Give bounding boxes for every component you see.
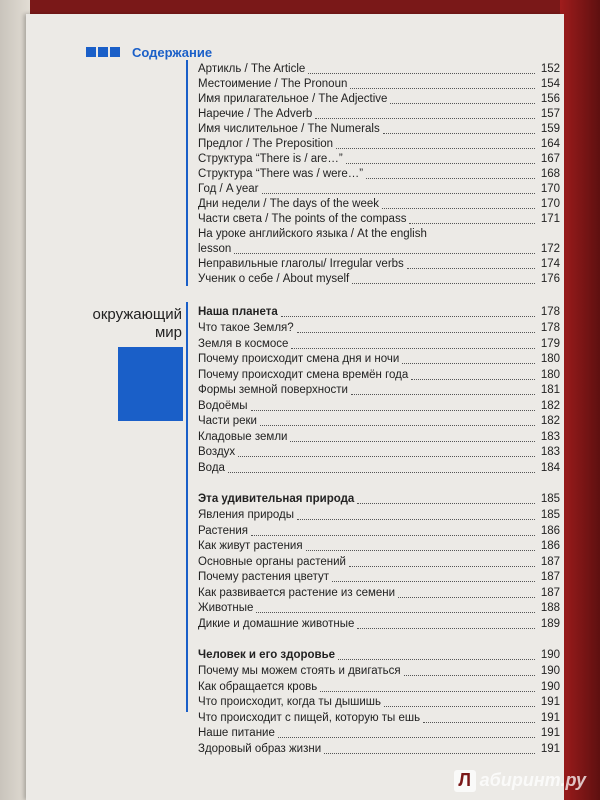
toc-entry: [198, 742, 560, 757]
toc-entry: [198, 524, 560, 539]
toc-section-heading: [198, 648, 560, 663]
toc-entry: [198, 368, 560, 383]
toc-entry-page: 186: [540, 540, 560, 552]
toc-entry: [198, 337, 560, 352]
section-divider-line: [186, 60, 188, 286]
watermark-text: абиринт.ру: [479, 770, 586, 790]
dot-leader: [409, 223, 535, 224]
dot-leader: [251, 535, 535, 536]
toc-entry-page: 191: [540, 742, 560, 755]
toc-entry-label: Почему происходит смена дня и ночи: [198, 353, 400, 365]
dot-leader: [423, 722, 535, 723]
header-square-icon: [110, 47, 120, 57]
toc-entry-page: 190: [540, 665, 560, 677]
toc-entry-label: Части света / The points of the compass: [198, 213, 407, 225]
toc-entry-label: Что происходит с пищей, которую ты ешь: [198, 711, 421, 724]
toc-entry-page: 187: [540, 555, 560, 568]
dot-leader: [351, 394, 535, 395]
watermark-logo-icon: Л: [454, 770, 476, 792]
toc-entry: [198, 617, 560, 632]
section-title: мир: [154, 324, 182, 341]
toc-entry-label: Почему мы можем стоять и двигаться: [198, 665, 401, 677]
toc-entry-page: 190: [540, 649, 560, 661]
toc-entry-label: Структура “There was / were…”: [198, 168, 364, 180]
toc-entry: [198, 167, 560, 182]
page-header: [86, 44, 212, 60]
toc-entry-label: Воздух: [198, 446, 236, 458]
dot-leader: [349, 566, 535, 567]
toc-entry-label: Что такое Земля?: [198, 322, 294, 334]
toc-entry-label: Год / A year: [198, 183, 259, 195]
toc-entry-label: Вода: [198, 461, 225, 474]
toc-entry: [198, 92, 560, 107]
toc-entry-page: 154: [540, 78, 560, 90]
dot-leader: [402, 363, 535, 364]
toc-entry-page: 159: [540, 123, 560, 135]
dot-leader: [384, 706, 535, 707]
toc-entry-label: Дикие и домашние животные: [198, 617, 355, 630]
dot-leader: [315, 118, 535, 119]
section-divider-line: [186, 302, 188, 712]
toc-entry: [198, 601, 560, 616]
toc-section-heading: [198, 492, 560, 507]
dot-leader: [382, 208, 535, 209]
toc-entry: [198, 152, 560, 167]
toc-entry: [198, 586, 560, 601]
dot-leader: [383, 133, 535, 134]
toc-entry: [198, 508, 560, 523]
toc-entry-page: 152: [540, 63, 560, 75]
toc-entry: [198, 664, 560, 679]
toc-entry-page: 170: [540, 198, 560, 210]
toc-entry-label: Человек и его здоровье: [198, 649, 336, 661]
dot-leader: [256, 612, 535, 613]
toc-entry-page: 164: [540, 138, 560, 150]
toc-entry-page: 176: [540, 273, 560, 285]
toc-entry-page: 191: [540, 727, 560, 739]
dot-leader: [291, 348, 535, 349]
toc-entry-page: 157: [540, 108, 560, 120]
toc-entry-page: 189: [540, 617, 560, 630]
toc-entry: [198, 399, 560, 414]
dot-leader: [336, 148, 535, 149]
toc-entry-page: 172: [540, 243, 560, 255]
dot-leader: [366, 178, 535, 179]
toc-entry: [198, 122, 560, 137]
toc-entry-label: Неправильные глаголы/ Irregular verbs: [198, 258, 404, 270]
toc-entry-label: Животные: [198, 602, 254, 614]
toc-entry-page: 179: [540, 337, 560, 350]
toc-entry-label: Водоёмы: [198, 399, 248, 412]
toc-entry-label: Имя прилагательное / The Adjective: [198, 93, 388, 105]
toc-entry-label: Почему происходит смена времён года: [198, 368, 409, 381]
toc-entry: [198, 726, 560, 741]
toc-entry: [198, 77, 560, 92]
toc-entry: [198, 321, 560, 336]
toc-entry: [198, 182, 560, 197]
dot-leader: [407, 268, 535, 269]
toc-entry-page: 186: [540, 524, 560, 537]
toc-entry-page: 184: [540, 461, 560, 474]
toc-entry-page: 190: [540, 680, 560, 693]
toc-entry-page: 183: [540, 430, 560, 443]
toc-section-heading: [198, 305, 560, 320]
dot-leader: [324, 753, 535, 754]
dot-leader: [320, 691, 535, 692]
toc-entry-label: Дни недели / The days of the week: [198, 198, 380, 210]
toc-entry: [198, 257, 560, 272]
toc-entry-page: 180: [540, 368, 560, 381]
toc-entry-page: 191: [540, 711, 560, 724]
toc-entry: [198, 539, 560, 554]
dot-leader: [281, 316, 535, 317]
toc-entry-label: Наша планета: [198, 306, 278, 318]
dot-leader: [332, 581, 535, 582]
toc-entry-label: Основные органы растений: [198, 555, 346, 568]
section-title: окружающий: [92, 306, 182, 323]
toc-entry-page: 180: [540, 353, 560, 365]
toc-entry-page: 170: [540, 183, 560, 195]
toc-entry-label: Земля в космосе: [198, 337, 289, 350]
toc-entry-page: 188: [540, 602, 560, 614]
toc-entry: [198, 414, 560, 429]
toc-entry-label: Структура “There is / are…”: [198, 153, 343, 165]
toc-entry-label: Имя числительное / The Numerals: [198, 123, 380, 135]
toc-entry: [198, 430, 560, 445]
toc-entry-label: Что происходит, когда ты дышишь: [198, 696, 381, 708]
toc-entry-page: 183: [540, 446, 560, 458]
toc-entry-label: Растения: [198, 524, 248, 537]
toc-entry: [198, 107, 560, 122]
book-page: [26, 14, 564, 800]
toc-entry-label: Как обращается кровь: [198, 680, 318, 693]
toc-entry-page: 187: [540, 586, 560, 599]
toc-entry-label: Наречие / The Adverb: [198, 108, 313, 120]
dot-leader: [404, 675, 535, 676]
toc-entry-label: Местоимение / The Pronoun: [198, 78, 348, 90]
book-cover-right: [560, 0, 600, 800]
header-square-icon: [98, 47, 108, 57]
toc-entry-page: 168: [540, 168, 560, 180]
dot-leader: [346, 163, 535, 164]
watermark: [454, 770, 586, 792]
dot-leader: [260, 425, 535, 426]
toc-entry-label: lesson: [198, 243, 232, 255]
dot-leader: [411, 379, 535, 380]
dot-leader: [238, 456, 535, 457]
toc-entry-page: 178: [540, 322, 560, 334]
toc-entry-label: Явления природы: [198, 509, 295, 521]
toc-entry: [198, 711, 560, 726]
toc-entry-page: 181: [540, 384, 560, 396]
dot-leader: [278, 737, 535, 738]
toc-entry: [198, 242, 560, 257]
toc-entry-page: 171: [540, 213, 560, 225]
page-title: Содержание: [132, 44, 213, 60]
toc-entry-page: 178: [540, 306, 560, 318]
toc-entry-page: 174: [540, 258, 560, 270]
toc-entry: [198, 212, 560, 227]
toc-entry-label: Как живут растения: [198, 540, 303, 552]
dot-leader: [234, 253, 535, 254]
toc-entry-page: 156: [540, 93, 560, 105]
toc-entry: [198, 197, 560, 212]
toc-entry-page: 182: [540, 415, 560, 427]
dot-leader: [228, 472, 535, 473]
dot-leader: [357, 628, 535, 629]
toc-entry-page: 167: [540, 153, 560, 165]
toc-entry-page: 182: [540, 399, 560, 412]
toc-entry: [198, 352, 560, 367]
dot-leader: [251, 410, 536, 411]
toc-entry-label: Артикль / The Article: [198, 63, 306, 75]
section-color-block: [118, 347, 183, 421]
toc-entry: [198, 461, 560, 476]
toc-entry-label: Кладовые земли: [198, 430, 288, 443]
toc-entry-label: Наше питание: [198, 727, 275, 739]
toc-entry-page: 185: [540, 509, 560, 521]
toc-entry-label: Предлог / The Preposition: [198, 138, 334, 150]
toc-entry-label: Ученик о себе / About myself: [198, 273, 350, 285]
toc-entry: [198, 62, 560, 77]
toc-entry-page: 191: [540, 696, 560, 708]
toc-entry: [198, 695, 560, 710]
dot-leader: [262, 193, 536, 194]
dot-leader: [290, 441, 535, 442]
toc-entry: [198, 555, 560, 570]
toc-entry: [198, 680, 560, 695]
toc-entry-label: Здоровый образ жизни: [198, 742, 322, 755]
dot-leader: [306, 550, 535, 551]
toc-entry: [198, 570, 560, 585]
dot-leader: [308, 73, 535, 74]
dot-leader: [338, 659, 535, 660]
dot-leader: [357, 503, 535, 504]
toc-entry: [198, 383, 560, 398]
toc-entry-label: Эта удивительная природа: [198, 493, 355, 505]
toc-entry-label: На уроке английского языка / At the english: [198, 228, 427, 240]
dot-leader: [352, 283, 535, 284]
toc-entry-page: 185: [540, 493, 560, 505]
toc-entry: [198, 137, 560, 152]
toc-entry-label: Как развивается растение из семени: [198, 586, 396, 599]
dot-leader: [390, 103, 535, 104]
toc-entry-label: Почему растения цветут: [198, 571, 330, 583]
dot-leader: [398, 597, 535, 598]
toc-entry: [198, 272, 560, 287]
toc-entry-page: 187: [540, 571, 560, 583]
dot-leader: [297, 332, 535, 333]
toc-entry-label: Части реки: [198, 415, 257, 427]
toc-entry: [198, 445, 560, 460]
dot-leader: [297, 519, 535, 520]
header-square-icon: [86, 47, 96, 57]
toc-entry-label: Формы земной поверхности: [198, 384, 348, 396]
dot-leader: [350, 88, 535, 89]
